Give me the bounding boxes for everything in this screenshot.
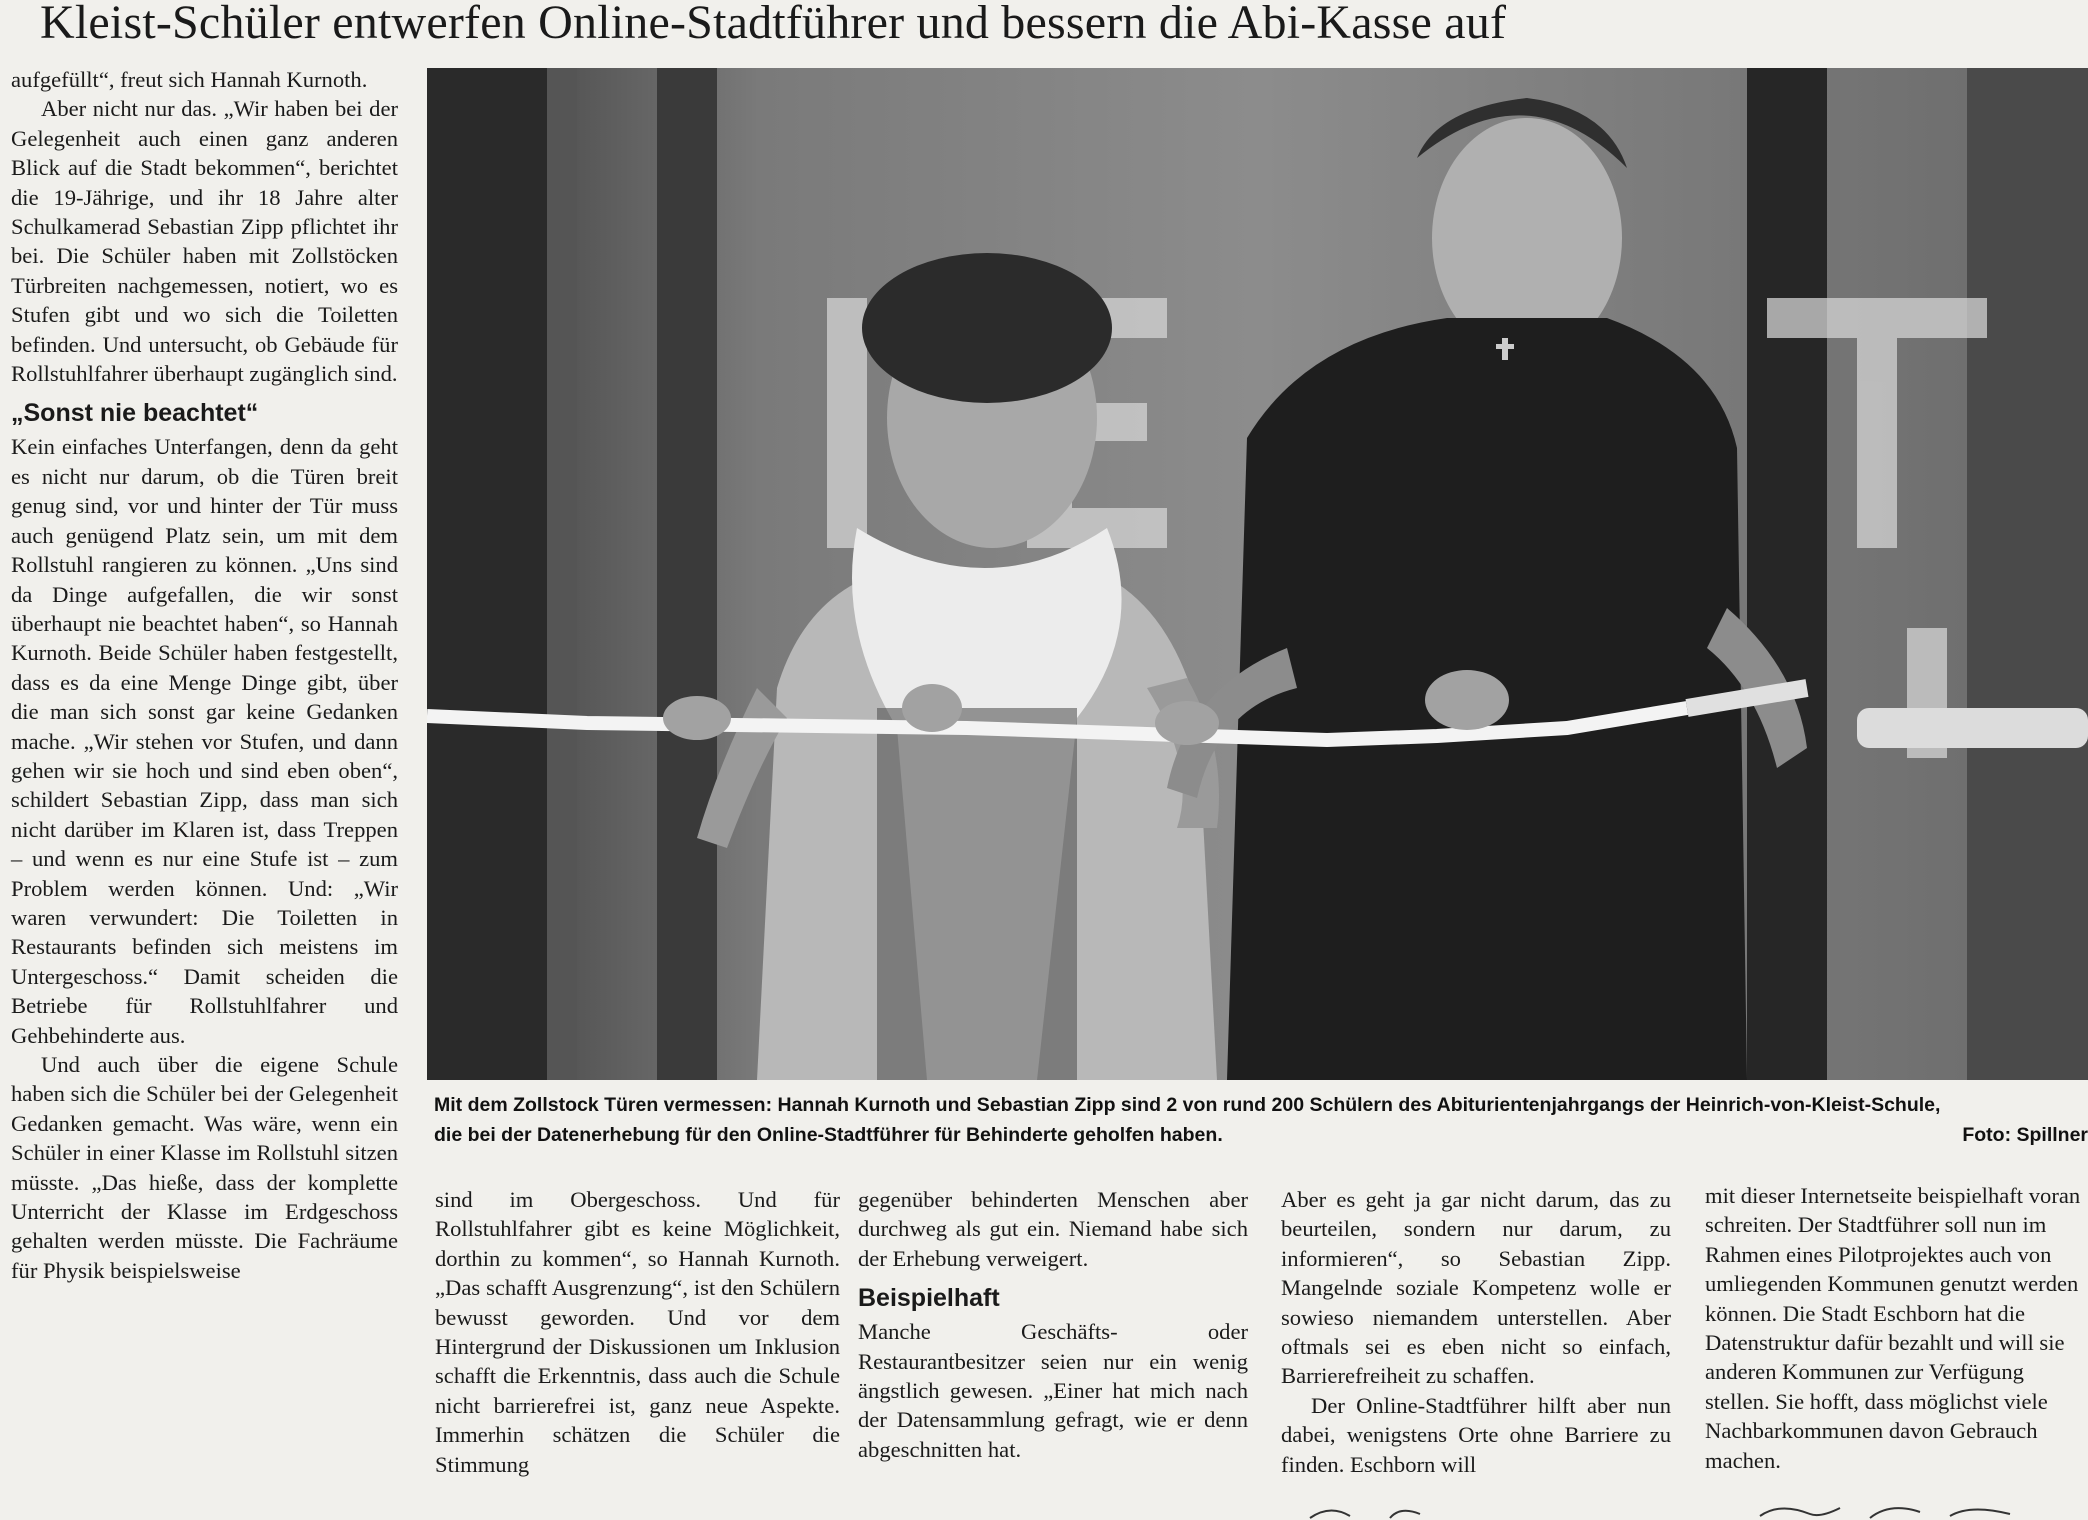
- article-headline: Kleist-Schüler entwerfen Online-Stadtführer und bessern die Abi-Kasse auf: [40, 0, 1507, 49]
- article-photo: [427, 68, 2088, 1080]
- photo-caption: [434, 1090, 2088, 1150]
- section-subheading: „Sonst nie beachtet“: [11, 399, 259, 428]
- paragraph: Und auch über die eigene Schule haben sich die Schüler bei der Gelegenheit Gedanken gemacht. Was wäre, wenn ein Schüler in einer Klasse im Rollstuhl sitzen müsste. „Das hieße, dass der komplette Unterricht der Klasse im Erdgeschoss gehalten werden müsste. Die Fachräume für Physik beispielsweise: [11, 1052, 398, 1283]
- paragraph: mit dieser Internetseite beispielhaft voran schreiten. Der Stadtführer soll nun im Rahmen eines Pilotprojektes auch von umliegenden Kommunen genutzt werden können. Die Stadt Eschborn hat die Datenstruktur dafür bezahlt und will sie anderen Kommunen zur Verfügung stellen. Sie hofft, dass möglichst viele Nachbarkommunen davon Gebrauch machen.: [1705, 1183, 2081, 1473]
- section-subheading: Beispielhaft: [858, 1284, 1000, 1313]
- paragraph: Manche Geschäfts- oder Restaurantbesitzer seien nur ein wenig ängstlich gewesen. „Einer hat mich nach der Datensammlung gefragt, wie er denn abgeschnitten hat.: [858, 1319, 1248, 1462]
- paragraph: aufgefüllt“, freut sich Hannah Kurnoth.: [11, 67, 368, 92]
- handwritten-marks: [1250, 1500, 2080, 1520]
- article-column-1: [11, 65, 398, 1285]
- article-column-2: [435, 1185, 840, 1479]
- article-column-5: [1705, 1181, 2088, 1475]
- paragraph: Kein einfaches Unterfangen, denn da geht es nicht nur darum, ob die Türen breit genug sind, vor und hinter der Tür muss auch genügend Platz sein, um mit dem Rollstuhl rangieren zu können. „Uns sind da Dinge aufgefallen, die wir sonst überhaupt nie beachtet haben“, so Hannah Kurnoth. Beide Schüler haben festgestellt, dass es da eine Menge Dinge gibt, über die man sich sonst gar keine Gedanken mache. „Wir stehen vor Stufen, und dann gehen wir sie hoch und sind eben oben“, schildert Sebastian Zipp, dass man sich nicht darüber im Klaren ist, dass Treppen – und wenn es nur eine Stufe ist – zum Problem werden können. Und: „Wir waren verwundert: Die Toiletten in Restaurants befinden sich meistens im Untergeschoss.“ Damit scheiden die Betriebe für Rollstuhlfahrer und Gehbehinderte aus.: [11, 434, 398, 1048]
- paragraph: Der Online-Stadtführer hilft aber nun dabei, wenigstens Orte ohne Barriere zu finden. Eschborn will: [1281, 1392, 1671, 1477]
- caption-text: Mit dem Zollstock Türen vermessen: Hannah Kurnoth und Sebastian Zipp sind 2 von rund 200 Schülern des Abiturientenjahrgangs der Heinrich-von-Kleist-Schule, die bei der Datenerhebung für den Online-Stadtführer für Behinderte geholfen haben.: [434, 1094, 1941, 1146]
- article-column-3: [858, 1185, 1248, 1464]
- paragraph: Aber nicht nur das. „Wir haben bei der Gelegenheit auch einen ganz anderen Blick auf die Stadt bekommen“, berichtet die 19-Jährige, und ihr 18 Jahre alter Schulkamerad Sebastian Zipp pflichtet ihr bei. Die Schüler haben mit Zollstöcken Türbreiten nachgemessen, notiert, wo es Stufen gibt und wo sich die Toiletten befinden. Und untersucht, ob Gebäude für Rollstuhlfahrer überhaupt zugänglich sind.: [11, 96, 398, 387]
- paragraph: Aber es geht ja gar nicht darum, das zu beurteilen, sondern nur darum, zu informieren“, so Sebastian Zipp. Mangelnde soziale Kompetenz wolle er sowieso niemandem unterstellen. Aber oftmals sei es eben nicht so einfach, Barrierefreiheit zu schaffen.: [1281, 1187, 1671, 1389]
- paragraph: sind im Obergeschoss. Und für Rollstuhlfahrer gibt es keine Möglichkeit, dorthin zu kommen“, so Hannah Kurnoth. „Das schafft Ausgrenzung“, ist den Schülern bewusst geworden. Und vor dem Hintergrund der Diskussionen um Inklusion schafft die Erkenntnis, dass auch die Schule nicht barrierefrei ist, ganz neue Aspekte. Immerhin schätzen die Schüler die Stimmung: [435, 1187, 840, 1477]
- photo-credit: Foto: Spillner: [1962, 1124, 2088, 1146]
- paragraph: gegenüber behinderten Menschen aber durchweg als gut ein. Niemand habe sich der Erhebung verweigert.: [858, 1187, 1248, 1271]
- article-column-4: [1281, 1185, 1671, 1479]
